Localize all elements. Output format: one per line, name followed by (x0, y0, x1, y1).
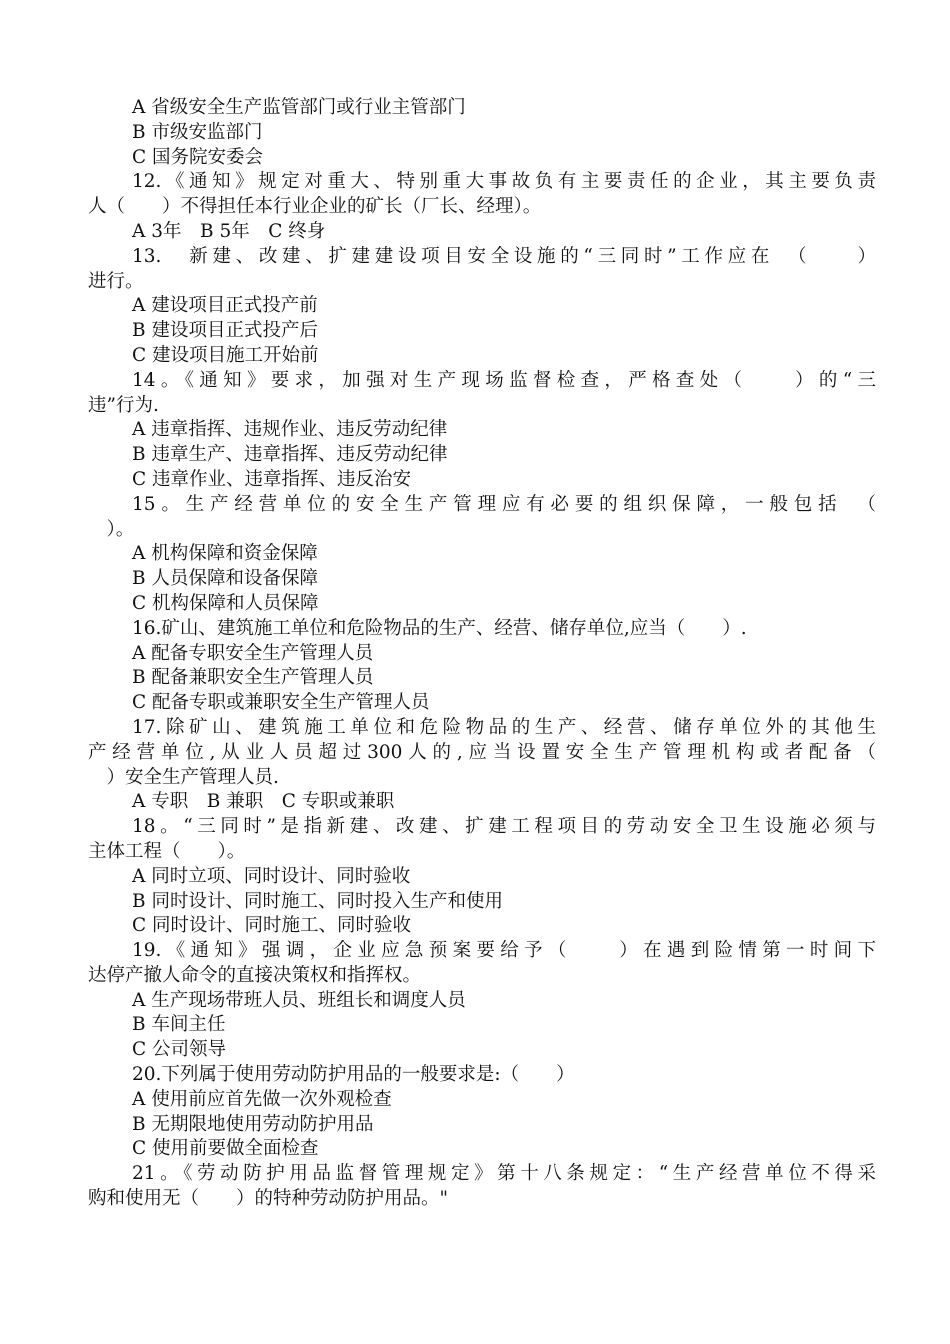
question-line: 13. 新建、改建、扩建建设项目安全设施的“三同时”工作应在 （ ） (132, 245, 876, 267)
answer-option: B 无期限地使用劳动防护用品 (132, 1113, 374, 1135)
answer-option: B 人员保障和设备保障 (132, 568, 318, 590)
question-line: ）。 (88, 518, 135, 540)
document-page (88, 96, 876, 1212)
answer-option: B 市级安监部门 (132, 121, 263, 143)
question-line: 18。“三同时”是指新建、改建、扩建工程项目的劳动安全卫生设施必须与 (132, 816, 876, 838)
answer-option: B 建设项目正式投产后 (132, 320, 318, 342)
answer-option: A 生产现场带班人员、班组长和调度人员 (132, 989, 466, 1011)
answer-option: B 车间主任 (132, 1014, 226, 1036)
answer-option: A 专职 B 兼职 C 专职或兼职 (132, 791, 395, 813)
answer-option: C 国务院安委会 (132, 146, 264, 168)
answer-option: B 违章生产、违章指挥、违反劳动纪律 (132, 444, 448, 466)
answer-option: A 配备专职安全生产管理人员 (132, 642, 374, 664)
answer-option: A 使用前应首先做一次外观检查 (132, 1088, 392, 1110)
question-line: ）安全生产管理人员. (88, 766, 279, 788)
question-line: 15。生产经营单位的安全生产管理应有必要的组织保障，一般包括 （ (132, 493, 876, 515)
answer-option: A 同时立项、同时设计、同时验收 (132, 865, 411, 887)
answer-option: A 违章指挥、违规作业、违反劳动纪律 (132, 419, 448, 441)
question-line: 购和使用无（ ）的特种劳动防护用品。" (88, 1188, 449, 1210)
answer-option: A 建设项目正式投产前 (132, 295, 318, 317)
answer-option: C 违章作业、违章指挥、违反治安 (132, 468, 412, 490)
question-line: 产经营单位,从业人员超过300人的,应当设置安全生产管理机构或者配备（ (88, 741, 876, 763)
question-line: 12.《通知》规定对重大、特别重大事故负有主要责任的企业，其主要负责 (132, 171, 876, 193)
answer-option: B 同时设计、同时施工、同时投入生产和使用 (132, 890, 503, 912)
question-line: 21。《劳动防护用品监督管理规定》第十八条规定：“生产经营单位不得采 (132, 1163, 876, 1185)
answer-option: C 机构保障和人员保障 (132, 592, 319, 614)
question-line: 达停产撤人命令的直接决策权和指挥权。 (88, 964, 422, 986)
question-line: 违”行为. (88, 394, 159, 416)
question-line: 17.除矿山、建筑施工单位和危险物品的生产、经营、储存单位外的其他生 (132, 716, 876, 738)
answer-option: A 3年 B 5年 C 终身 (132, 220, 326, 242)
question-line: 19.《通知》强调，企业应急预案要给予（ ）在遇到险情第一时间下 (132, 940, 876, 962)
answer-option: C 同时设计、同时施工、同时验收 (132, 915, 412, 937)
answer-option: C 公司领导 (132, 1039, 227, 1061)
answer-option: C 使用前要做全面检查 (132, 1138, 319, 1160)
answer-option: C 建设项目施工开始前 (132, 344, 319, 366)
answer-option: A 省级安全生产监管部门或行业主管部门 (132, 97, 466, 118)
question-line: 16.矿山、建筑施工单位和危险物品的生产、经营、储存单位,应当（ ）. (132, 617, 747, 639)
answer-option: A 机构保障和资金保障 (132, 543, 318, 565)
question-line: 14。《通知》要求，加强对生产现场监督检查，严格查处（ ）的“三 (132, 369, 876, 391)
question-line: 进行。 (88, 270, 144, 292)
answer-option: C 配备专职或兼职安全生产管理人员 (132, 692, 430, 714)
question-line: 人（ ）不得担任本行业企业的矿长（厂长、经理）。 (88, 196, 542, 218)
question-line: 主体工程（ ）。 (88, 840, 246, 862)
question-line: 20.下列属于使用劳动防护用品的一般要求是:（ ） (132, 1064, 575, 1086)
answer-option: B 配备兼职安全生产管理人员 (132, 667, 374, 689)
